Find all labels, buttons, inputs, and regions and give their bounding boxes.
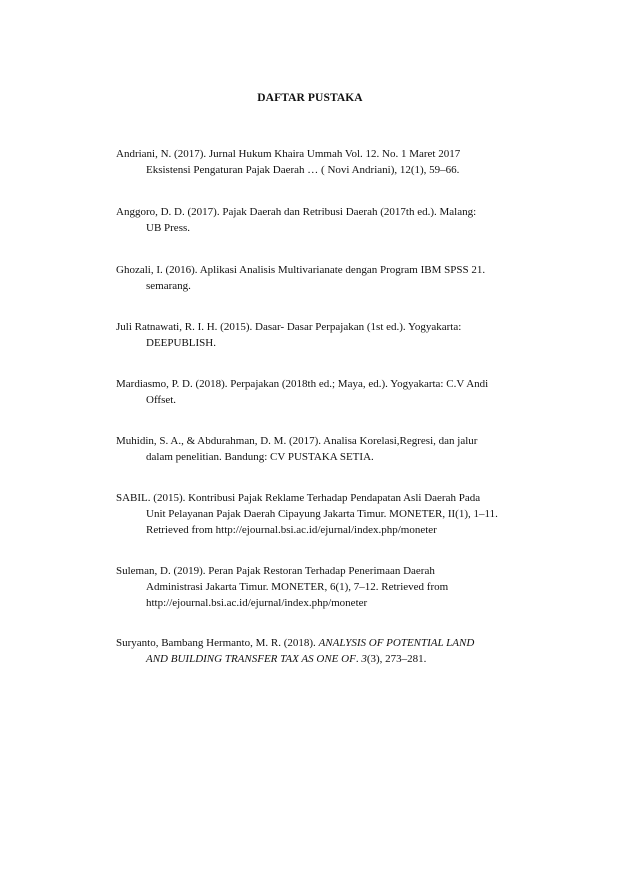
reference-line: Offset. — [146, 394, 177, 406]
reference-text: Suryanto, Bambang Hermanto, M. R. (2018). — [116, 637, 319, 649]
reference-entry — [116, 146, 536, 178]
reference-line: dalam penelitian. Bandung: CV PUSTAKA SETIA. — [146, 451, 374, 463]
reference-entry — [116, 319, 536, 351]
reference-entry — [116, 262, 536, 294]
reference-entry — [116, 204, 536, 236]
reference-line: Unit Pelayanan Pajak Daerah Cipayung Jakarta Timur. MONETER, II(1), 1–11. — [146, 508, 498, 520]
reference-line: Suleman, D. (2019). Peran Pajak Restoran Terhadap Penerimaan Daerah — [116, 565, 435, 577]
reference-line: Mardiasmo, P. D. (2018). Perpajakan (2018th ed.; Maya, ed.). Yogyakarta: C.V Andi — [116, 378, 489, 390]
reference-line: Anggoro, D. D. (2017). Pajak Daerah dan Retribusi Daerah (2017th ed.). Malang: — [116, 206, 477, 218]
reference-entry — [116, 635, 536, 667]
reference-line: DEEPUBLISH. — [146, 337, 216, 349]
reference-text: (3), 273–281. — [366, 653, 427, 665]
reference-entry — [116, 563, 536, 611]
reference-line: Juli Ratnawati, R. I. H. (2015). Dasar- Dasar Perpajakan (1st ed.). Yogyakarta: — [116, 321, 462, 333]
reference-title-italic: AND BUILDING TRANSFER TAX AS ONE OF — [146, 653, 356, 665]
reference-line: http://ejournal.bsi.ac.id/ejurnal/index.php/moneter — [146, 597, 368, 609]
reference-title-italic: ANALYSIS OF POTENTIAL LAND — [318, 637, 475, 649]
reference-line: semarang. — [146, 280, 191, 292]
reference-line: Muhidin, S. A., & Abdurahman, D. M. (2017). Analisa Korelasi,Regresi, dan jalur — [116, 435, 478, 447]
reference-line: UB Press. — [146, 222, 191, 234]
reference-line — [116, 635, 536, 651]
reference-entry — [116, 376, 536, 408]
reference-entry — [116, 433, 536, 465]
reference-line — [116, 651, 536, 667]
reference-line: Ghozali, I. (2016). Aplikasi Analisis Multivarianate dengan Program IBM SPSS 21. — [116, 264, 486, 276]
reference-line: Retrieved from http://ejournal.bsi.ac.id/ejurnal/index.php/moneter — [146, 524, 437, 536]
reference-text: . — [355, 653, 362, 665]
page-title: DAFTAR PUSTAKA — [257, 92, 363, 104]
reference-entry — [116, 490, 536, 538]
reference-volume-italic: 3 — [361, 653, 367, 665]
reference-line: SABIL. (2015). Kontribusi Pajak Reklame Terhadap Pendapatan Asli Daerah Pada — [116, 492, 481, 504]
reference-line: Administrasi Jakarta Timur. MONETER, 6(1), 7–12. Retrieved from — [146, 581, 449, 593]
reference-line: Andriani, N. (2017). Jurnal Hukum Khaira Ummah Vol. 12. No. 1 Maret 2017 — [116, 148, 461, 160]
reference-line: Eksistensi Pengaturan Pajak Daerah … ( Novi Andriani), 12(1), 59–66. — [146, 164, 460, 176]
